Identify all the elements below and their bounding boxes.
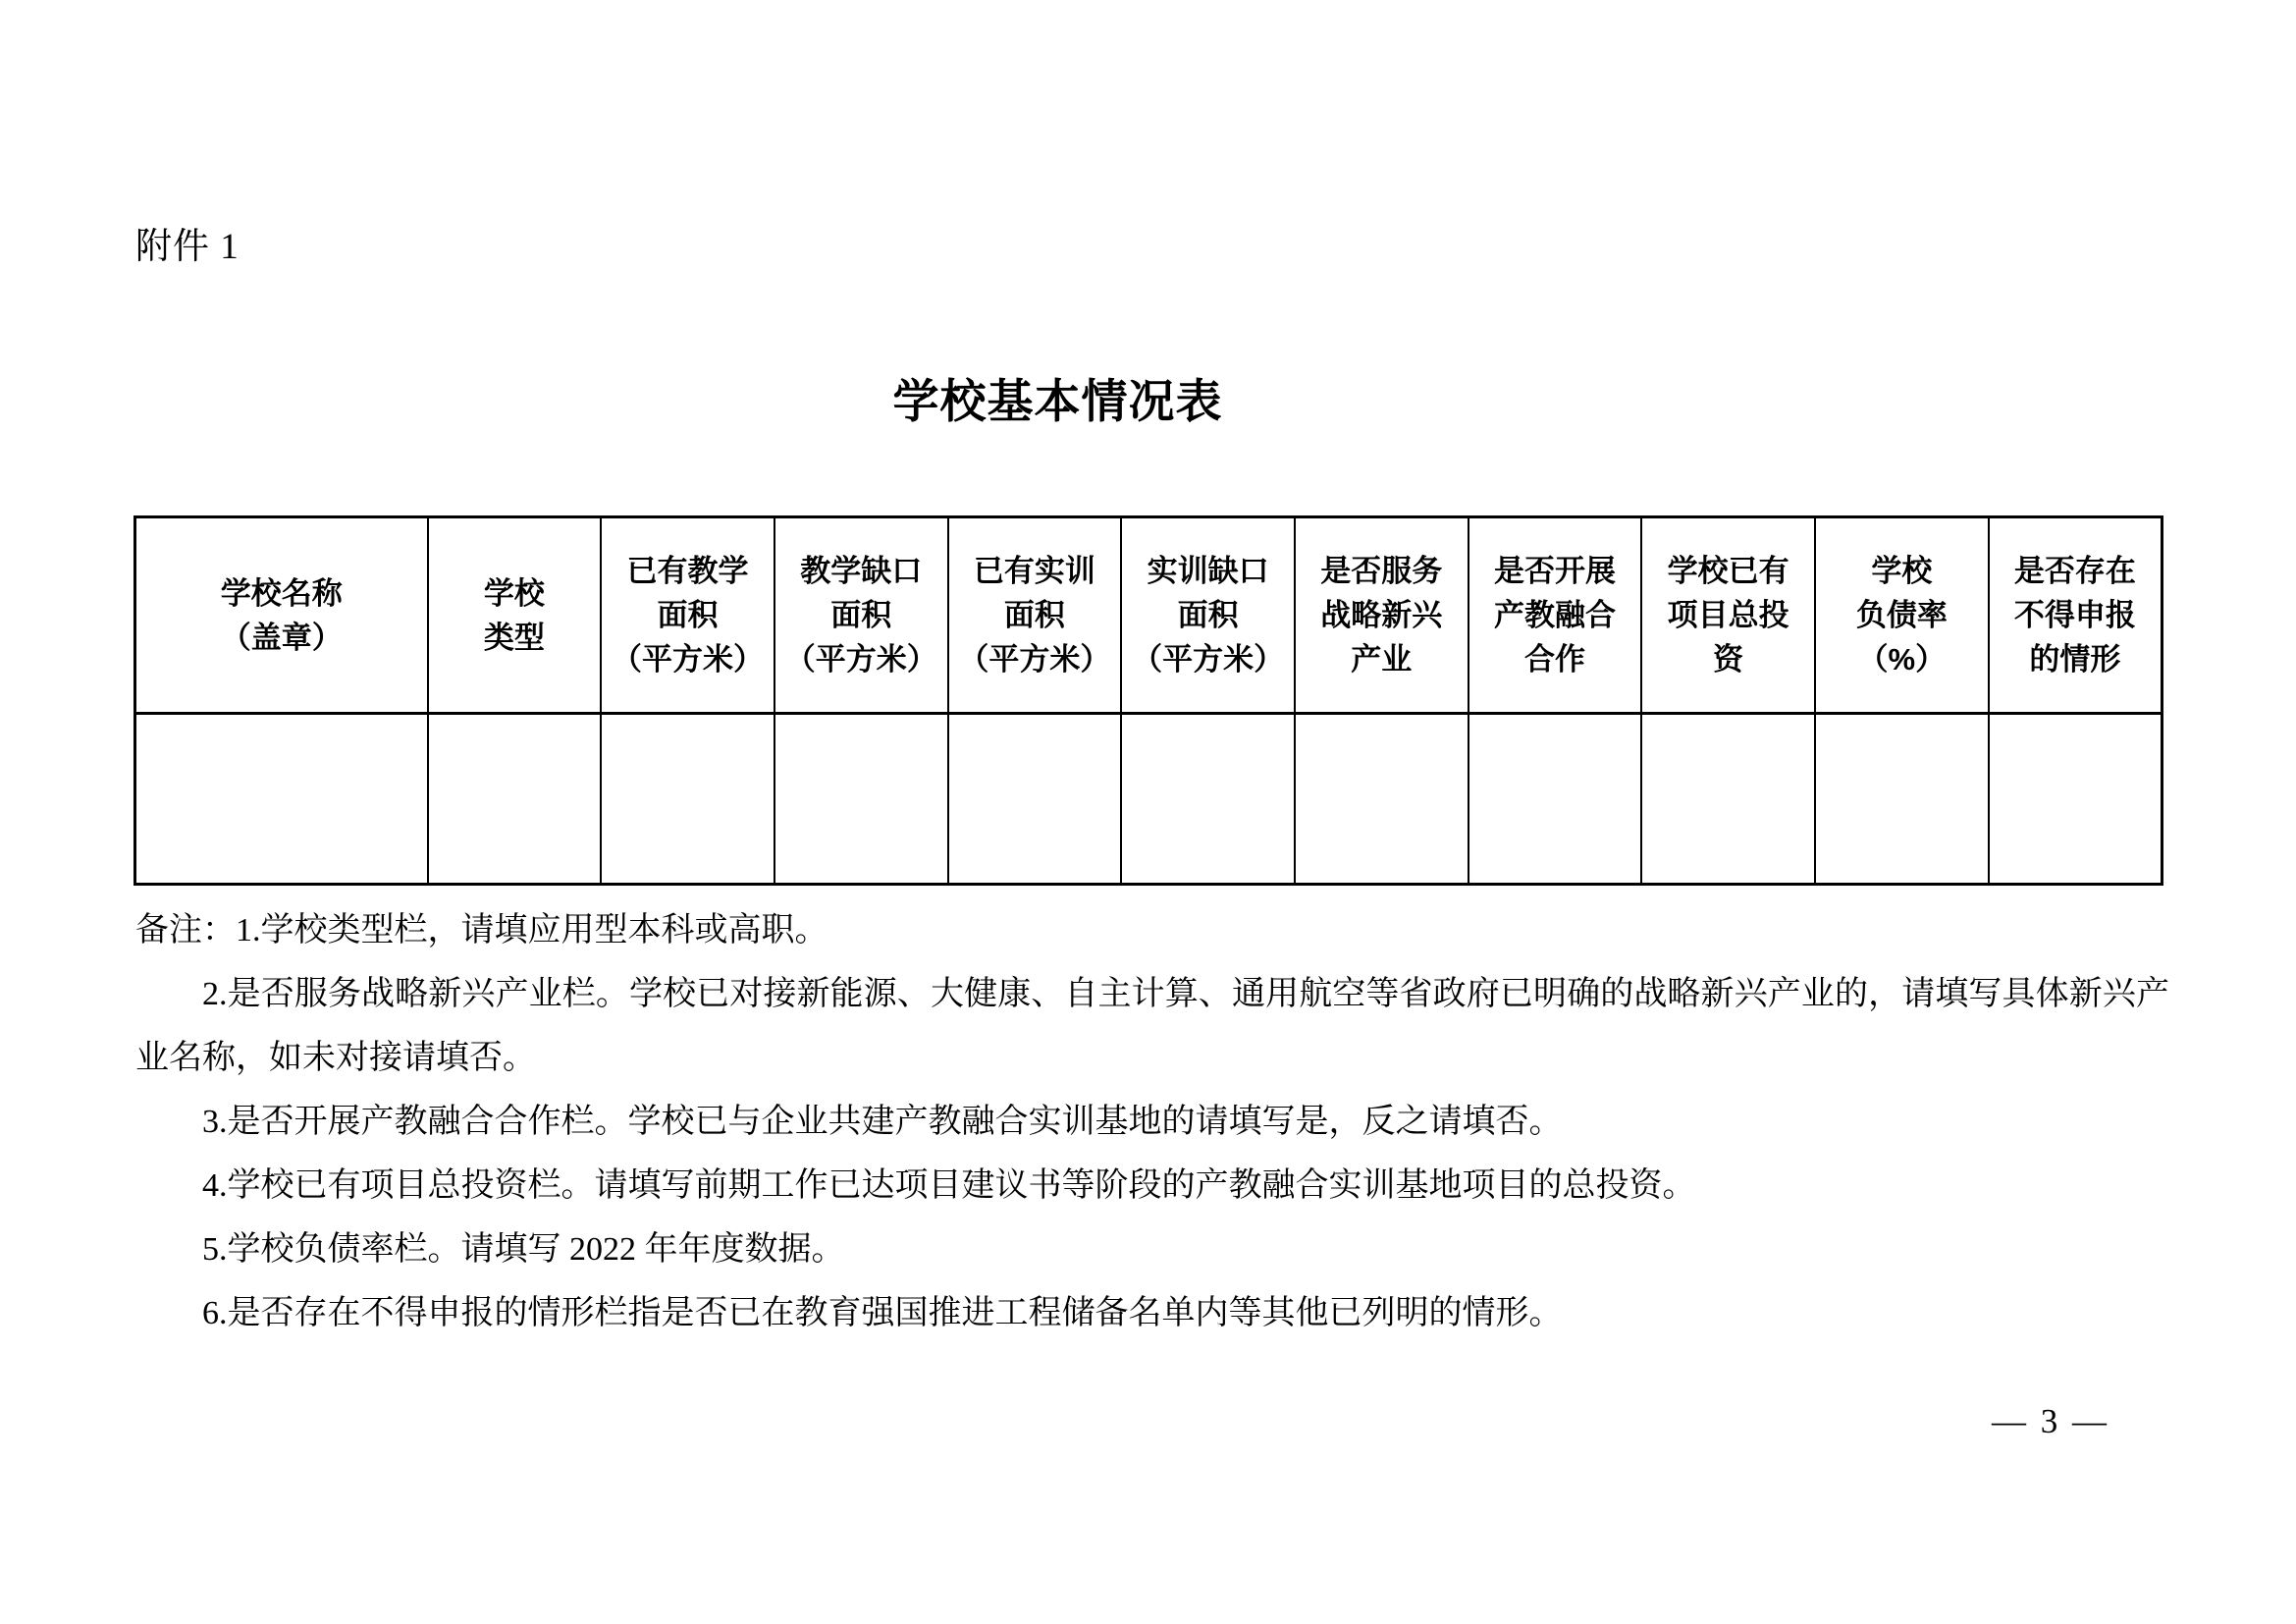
note-paragraph: 3.是否开展产教融合合作栏。学校已与企业共建产教融合实训基地的请填写是，反之请填否。 xyxy=(202,1104,1563,1140)
column-header: 实训缺口 面积 （平方米） xyxy=(1121,517,1295,714)
column-header: 教学缺口 面积 （平方米） xyxy=(774,517,948,714)
notes xyxy=(135,898,2169,1345)
table-cell-empty xyxy=(428,714,602,885)
table-cell-empty xyxy=(774,714,948,885)
column-header: 学校 类型 xyxy=(428,517,602,714)
table-cell-empty xyxy=(948,714,1122,885)
attachment-label: 附件 1 xyxy=(135,227,240,267)
table-body-row xyxy=(135,714,2163,885)
note-paragraph: 2.是否服务战略新兴产业栏。学校已对接新能源、大健康、自主计算、通用航空等省政府已明确的战略新兴产业的，请填写具体新兴产业名称，如未对接请填否。 xyxy=(135,976,2169,1076)
note-paragraph: 备注：1.学校类型栏，请填应用型本科或高职。 xyxy=(135,912,828,948)
column-header: 已有教学 面积 （平方米） xyxy=(601,517,774,714)
table-cell-empty xyxy=(1468,714,1642,885)
page-number: — 3 — xyxy=(1992,1402,2109,1440)
table-cell-empty xyxy=(601,714,774,885)
note-paragraph: 6.是否存在不得申报的情形栏指是否已在教育强国推进工程储备名单内等其他已列明的情形。 xyxy=(202,1295,1563,1331)
table-cell-empty xyxy=(1121,714,1295,885)
table-cell-empty xyxy=(1815,714,1989,885)
column-header: 学校已有 项目总投 资 xyxy=(1641,517,1815,714)
table-header-row xyxy=(135,517,2163,714)
column-header: 是否开展 产教融合 合作 xyxy=(1468,517,1642,714)
column-header: 已有实训 面积 （平方米） xyxy=(948,517,1122,714)
note-paragraph: 4.学校已有项目总投资栏。请填写前期工作已达项目建议书等阶段的产教融合实训基地项目的总投资。 xyxy=(202,1167,1696,1204)
page-title: 学校基本情况表 xyxy=(892,377,1223,428)
column-header: 是否存在 不得申报 的情形 xyxy=(1989,517,2163,714)
note-paragraph: 5.学校负债率栏。请填写 2022 年年度数据。 xyxy=(202,1231,845,1268)
table-cell-empty xyxy=(135,714,428,885)
school-info-table xyxy=(133,515,2163,886)
table-cell-empty xyxy=(1295,714,1468,885)
column-header: 学校名称 （盖章） xyxy=(135,517,428,714)
table-cell-empty xyxy=(1641,714,1815,885)
table-cell-empty xyxy=(1989,714,2163,885)
column-header: 学校 负债率 （%） xyxy=(1815,517,1989,714)
column-header: 是否服务 战略新兴 产业 xyxy=(1295,517,1468,714)
